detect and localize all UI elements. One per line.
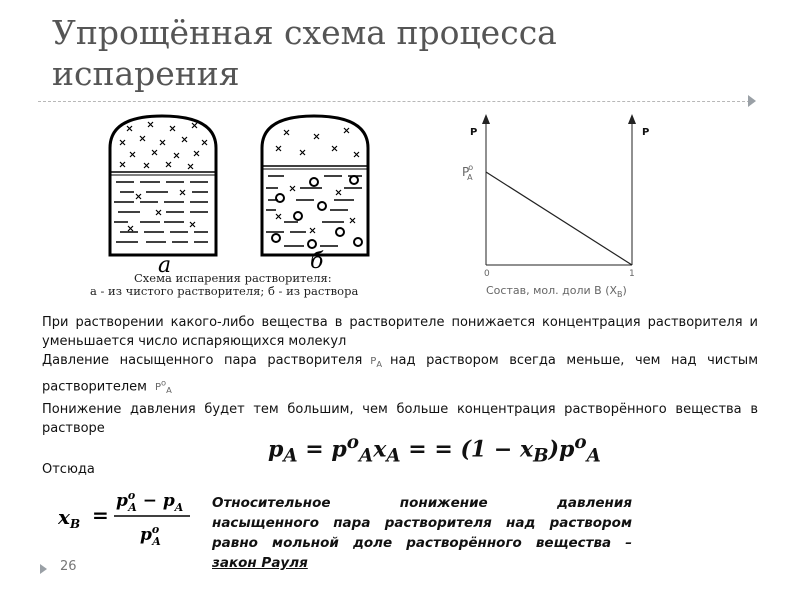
formula-pressure: $p_A = p^o_Ax_A$ = = $(1 - x_B)p^o_A$ (268, 432, 601, 467)
p0-label: Po A (462, 163, 474, 182)
svg-text:poA − pA: $p^o$ $A - p_A$ (116, 489, 184, 514)
vessel-solution (262, 116, 368, 255)
paragraph-2: Давление насыщенного пара растворителя $P_A$ над раствором всегда меньше, чем над чистым растворителем $P^o_A$ (42, 353, 758, 396)
pa-symbol: $P_A$ (370, 356, 383, 369)
paragraph-1: При растворении какого-либо вещества в растворителе понижается концентрация растворителя и уменьшается число испаряющихся молекул (42, 315, 758, 349)
x-tick-1: 1 (629, 269, 635, 279)
svg-text:poA: $p^o$ A (140, 523, 161, 548)
diagram-caption (90, 272, 400, 298)
x-axis-label: Состав, мол. доли В $(X_B)$ (486, 284, 627, 299)
y-label-right: P (642, 127, 650, 138)
slide-title: Упрощённая схема процесса испарения (52, 13, 557, 93)
otsyuda-label: Отсюда (42, 462, 95, 477)
svg-text:xB: $x_B$ (58, 505, 81, 531)
x-tick-0: 0 (484, 269, 490, 279)
raoult-line-2: насыщенного пара растворителя над раствором (212, 515, 632, 531)
title-divider (38, 101, 750, 102)
y-label-left: P (470, 127, 478, 138)
pressure-line (486, 172, 632, 265)
raoult-law-statement (212, 493, 632, 573)
raoult-line-3: равно мольной доле растворённого вещества – (212, 535, 632, 551)
caption-line-1: Схема испарения растворителя: (134, 271, 332, 285)
label-b: б (310, 249, 324, 274)
body-text (42, 313, 758, 438)
raoult-line-1: Относительное понижение давления (212, 495, 632, 511)
svg-text:=: = (92, 503, 109, 527)
pressure-graph (440, 110, 660, 300)
formula-mole-fraction (58, 482, 198, 552)
caption-line-2: а - из чистого растворителя; б - из раствора (90, 284, 359, 298)
raoult-line-4 (212, 553, 632, 573)
paragraph-3: Понижение давления будет тем большим, чем больше концентрация растворённого вещества в растворе (42, 402, 758, 437)
label-a: а (158, 253, 172, 275)
vessel-pure-solvent (110, 116, 216, 255)
raoult-law-name: закон Рауля (212, 555, 308, 571)
divider-arrow-icon (748, 95, 756, 107)
footer-arrow-icon (40, 564, 47, 574)
page-number: 26 (60, 559, 77, 574)
evaporation-diagram (100, 110, 400, 275)
p0a-symbol: $P^o_A$ (154, 378, 172, 396)
